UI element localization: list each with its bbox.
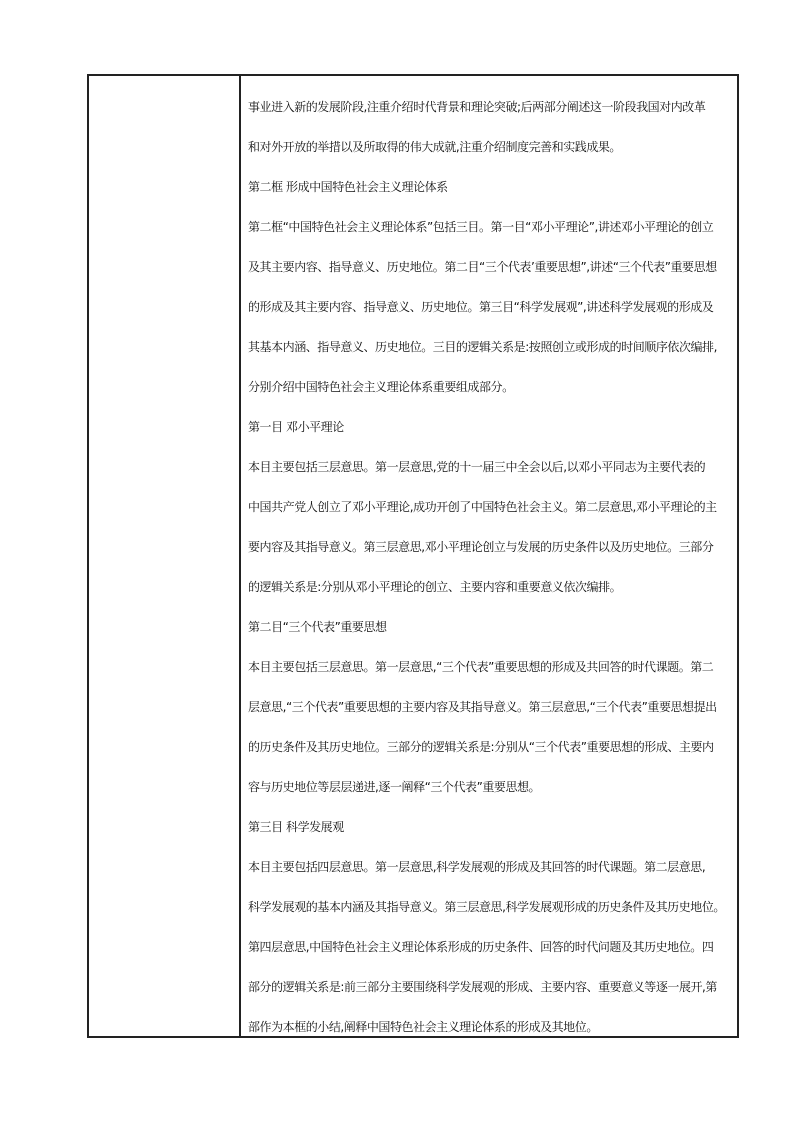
text-line: 科学发展观的基本内涵及其指导意义。第三层意思,科学发展观形成的历史条件及其历史地位。 [248, 900, 725, 914]
section-heading: 第三目 科学发展观 [248, 820, 344, 834]
text-line: 分别介绍中国特色社会主义理论体系重要组成部分。 [248, 380, 514, 394]
text-line: 第二框“中国特色社会主义理论体系”包括三目。第一目“邓小平理论”,讲述邓小平理论的创立 [248, 220, 714, 234]
text-line: 第四层意思,中国特色社会主义理论体系形成的历史条件、回答的时代问题及其历史地位。四 [248, 940, 714, 954]
text-line: 和对外开放的举措以及所取得的伟大成就,注重介绍制度完善和实践成果。 [248, 140, 621, 154]
table-left-cell [89, 76, 241, 1036]
text-line: 的历史条件及其历史地位。三部分的逻辑关系是:分别从“三个代表”重要思想的形成、主要内 [248, 740, 714, 754]
text-line: 事业进入新的发展阶段,注重介绍时代背景和理论突破;后两部分阐述这一阶段我国对内改革 [248, 100, 706, 114]
table-right-cell [241, 76, 737, 1036]
section-heading: 第二框 形成中国特色社会主义理论体系 [248, 180, 448, 194]
text-line: 的逻辑关系是:分别从邓小平理论的创立、主要内容和重要意义依次编排。 [248, 580, 622, 594]
text-line: 的形成及其主要内容、指导意义、历史地位。第三目“科学发展观”,讲述科学发展观的形成及 [248, 300, 714, 314]
text-line: 部分的逻辑关系是:前三部分主要围绕科学发展观的形成、主要内容、重要意义等逐一展开,第 [248, 980, 717, 994]
text-line: 容与历史地位等层层递进,逐一阐释“三个代表”重要思想。 [248, 780, 541, 794]
text-line: 部作为本框的小结,阐释中国特色社会主义理论体系的形成及其地位。 [248, 1020, 598, 1034]
section-heading: 第一目 邓小平理论 [248, 420, 344, 434]
text-line: 其基本内涵、指导意义、历史地位。三目的逻辑关系是:按照创立或形成的时间顺序依次编排, [248, 340, 717, 354]
text-line: 中国共产党人创立了邓小平理论,成功开创了中国特色社会主义。第二层意思,邓小平理论的主 [248, 500, 717, 514]
text-line: 要内容及其指导意义。第三层意思,邓小平理论创立与发展的历史条件以及历史地位。三部分 [248, 540, 714, 554]
text-line: 本目主要包括三层意思。第一层意思,党的十一届三中全会以后,以邓小平同志为主要代表的 [248, 460, 706, 474]
text-line: 本目主要包括四层意思。第一层意思,科学发展观的形成及其回答的时代课题。第二层意思, [248, 860, 706, 874]
text-line: 及其主要内容、指导意义、历史地位。第二目“三个代表’重要思想”,讲述“三个代表”重要思想 [248, 260, 717, 274]
section-heading: 第二目“三个代表”重要思想 [248, 620, 387, 634]
content-table [87, 74, 739, 1038]
text-line: 层意思,“三个代表”重要思想的主要内容及其指导意义。第三层意思,“三个代表”重要思想提出 [248, 700, 717, 714]
text-line: 本目主要包括三层意思。第一层意思,“三个代表”重要思想的形成及共回答的时代课题。第二 [248, 660, 714, 674]
